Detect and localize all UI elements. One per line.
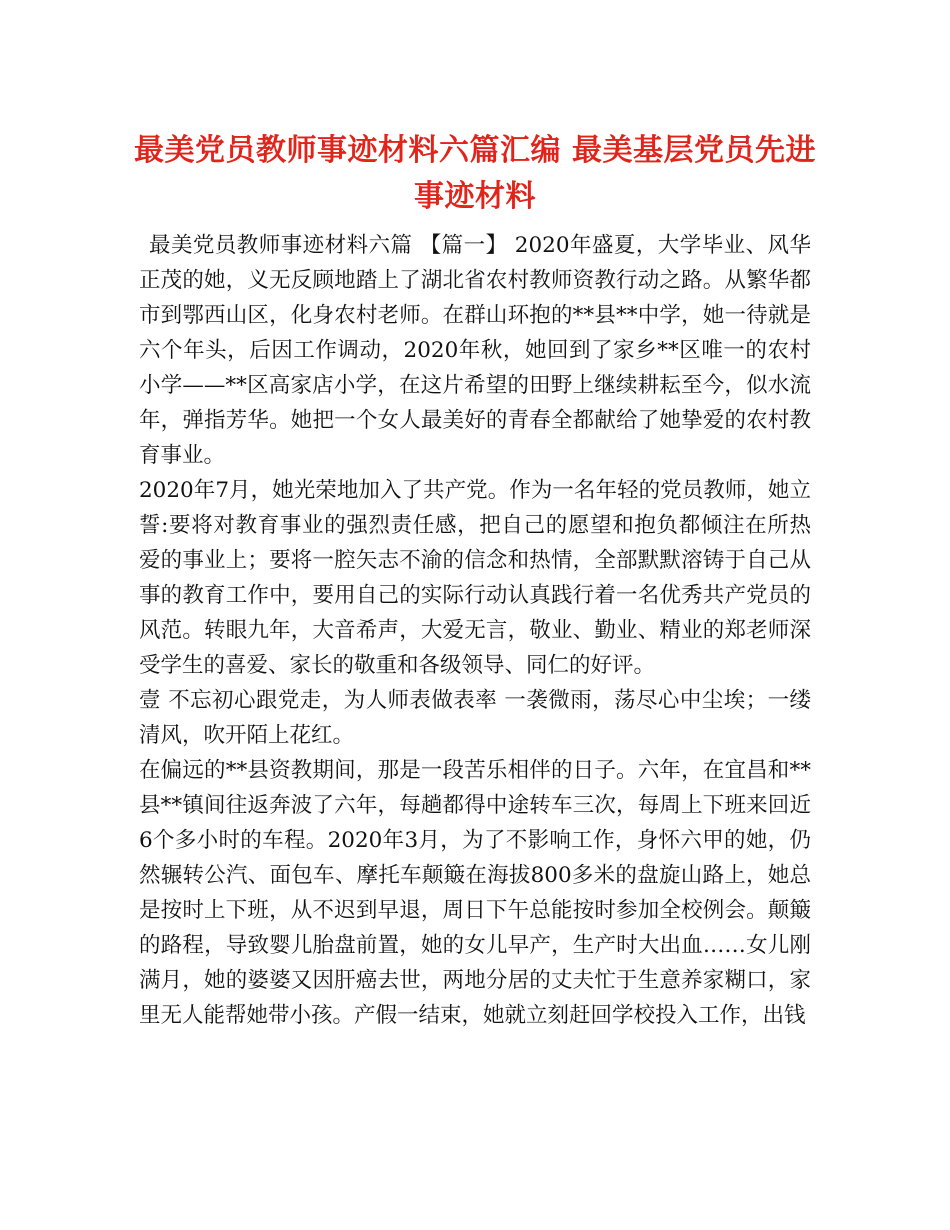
paragraph-1: 最美党员教师事迹材料六篇 【篇一】 2020年盛夏，大学毕业、风华正茂的她，义无反顾地踏上了湖北省农村教师资教行动之路。从繁华都市到鄂西山区，化身农村老师。在群山环抱的**县**中学，她一待就是六个年头，后因工作调动，2020年秋，她回到了家乡**区唯一的农村小学——**区高家店小学，在这片希望的田野上继续耕耘至今，似水流年，弹指芳华。她把一个女人最美好的青春全都献给了她挚爱的农村教育事业。 (139, 233, 811, 468)
document-title: 最美党员教师事迹材料六篇汇编 最美基层党员先进事迹材料 (134, 133, 816, 214)
paragraph-2: 2020年7月，她光荣地加入了共产党。作为一名年轻的党员教师，她立誓:要将对教育事业的强烈责任感，把自己的愿望和抱负都倾注在所热爱的事业上；要将一腔矢志不渝的信念和热情，全部默默溶铸于自己从事的教育工作中，要用自己的实际行动认真践行着一名优秀共产党员的风范。转眼九年，大音希声，大爱无言，敬业、勤业、精业的郑老师深受学生的喜爱、家长的敬重和各级领导、同仁的好评。 (139, 478, 811, 678)
document-body (139, 228, 811, 1033)
paragraph-3: 壹 不忘初心跟党走，为人师表做表率 一袭微雨，荡尽心中尘埃；一缕清风，吹开陌上花红。 (139, 688, 811, 748)
paragraph-4: 在偏远的**县资教期间，那是一段苦乐相伴的日子。六年，在宜昌和**县**镇间往返奔波了六年，每趟都得中途转车三次，每周上下班来回近6个多小时的车程。2020年3月，为了不影响工作，身怀六甲的她，仍然辗转公汽、面包车、摩托车颠簸在海拔800多米的盘旋山路上，她总是按时上下班，从不迟到早退，周日下午总能按时参加全校例会。颠簸的路程，导致婴儿胎盘前置，她的女儿早产，生产时大出血……女儿刚满月，她的婆婆又因肝癌去世，两地分居的丈夫忙于生意养家糊口，家里无人能帮她带小孩。产假一结束，她就立刻赶回学校投入工作，出钱 (139, 758, 811, 1028)
